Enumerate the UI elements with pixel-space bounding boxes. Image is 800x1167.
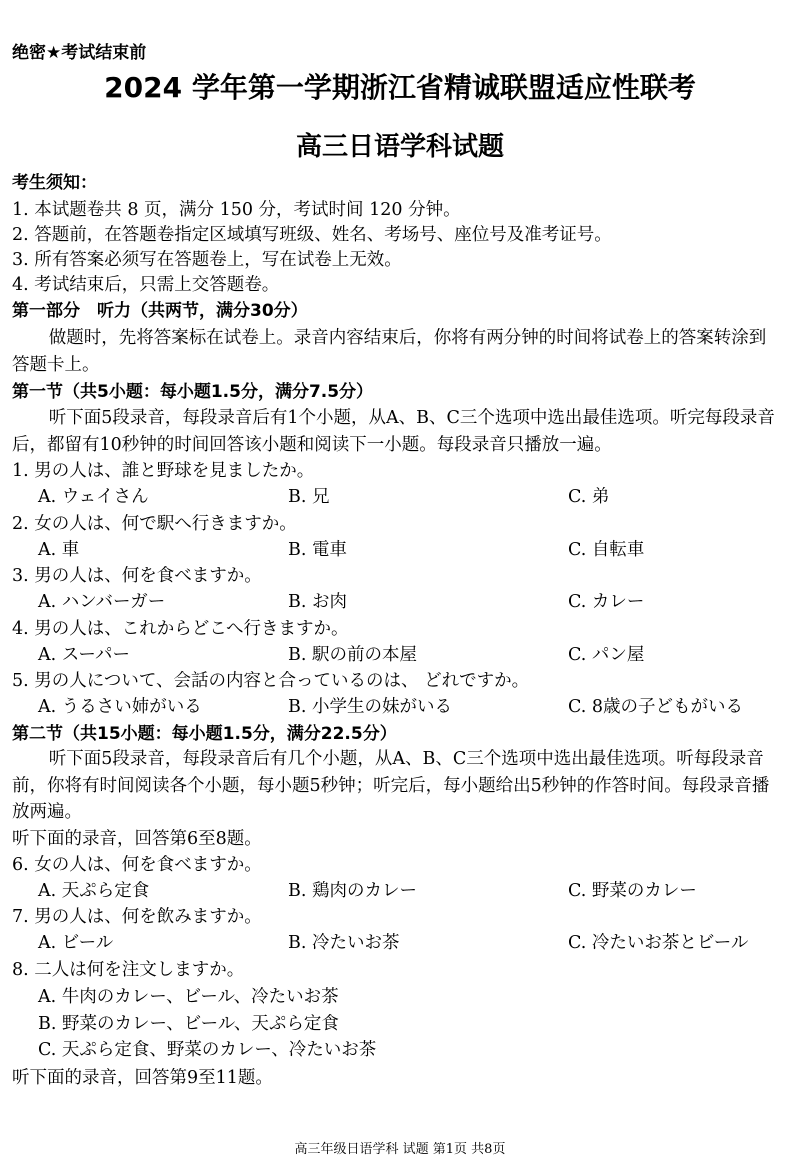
- question-7: 7. 男の人は、何を飲みますか。: [12, 907, 262, 927]
- notice-item: 3. 所有答案必须写在答题卷上，写在试卷上无效。: [12, 250, 402, 270]
- part1-instruction-block: [12, 325, 782, 378]
- notice-item: 4. 考试结束后，只需上交答题卷。: [12, 275, 280, 295]
- option-a: A. ウェイさん: [38, 487, 149, 507]
- option-a: A. ハンバーガー: [38, 592, 166, 612]
- option-b: B. 野菜のカレー、ビール、天ぷら定食: [38, 1014, 339, 1034]
- option-b: B. 冷たいお茶: [288, 933, 400, 953]
- option-b: B. 小学生の妹がいる: [288, 697, 452, 717]
- option-c: C. 8歳の子どもがいる: [568, 697, 744, 717]
- option-a: A. うるさい姉がいる: [38, 697, 202, 717]
- section2-heading: 第二节（共15小题：每小题1.5分，满分22.5分）: [12, 724, 397, 744]
- option-b: B. 電車: [288, 540, 347, 560]
- group-intro: 听下面的录音，回答第9至11题。: [12, 1068, 273, 1088]
- part1-heading: 第一部分 听力（共两节，满分30分）: [12, 301, 308, 321]
- option-c: C. パン屋: [568, 645, 645, 665]
- option-c: C. 野菜のカレー: [568, 881, 697, 901]
- section1-instruction: 听下面5段录音，每段录音后有1个小题，从A、B、C三个选项中选出最佳选项。听完每段录音后，都留有10秒钟的时间回答该小题和阅读下一小题。每段录音只播放一遍。: [12, 408, 775, 455]
- option-b: B. 兄: [288, 487, 330, 507]
- option-c: C. カレー: [568, 592, 645, 612]
- part1-instruction: 做题时，先将答案标在试卷上。录音内容结束后，你将有两分钟的时间将试卷上的答案转涂到答题卡上。: [12, 328, 767, 375]
- section2-instruction: 听下面5段录音，每段录音后有几个小题，从A、B、C三个选项中选出最佳选项。听每段录音前，你将有时间阅读各个小题，每小题5秒钟；听完后，每小题给出5秒钟的作答时间。每段录音播放两遍。: [12, 749, 770, 822]
- option-c: C. 天ぷら定食、野菜のカレー、冷たいお茶: [38, 1040, 377, 1060]
- section1-heading: 第一节（共5小题：每小题1.5分，满分7.5分）: [12, 382, 374, 402]
- question-2: 2. 女の人は、何で駅へ行きますか。: [12, 514, 297, 534]
- option-a: A. 車: [38, 540, 80, 560]
- option-a: A. スーパー: [38, 645, 131, 665]
- question-1: 1. 男の人は、誰と野球を見ましたか。: [12, 461, 315, 481]
- group-intro: 听下面的录音，回答第6至8题。: [12, 829, 262, 849]
- question-3: 3. 男の人は、何を食べますか。: [12, 566, 262, 586]
- option-b: B. 鶏肉のカレー: [288, 881, 417, 901]
- option-a: A. ビール: [38, 933, 114, 953]
- option-a: A. 牛肉のカレー、ビール、冷たいお茶: [38, 987, 339, 1007]
- question-6: 6. 女の人は、何を食べますか。: [12, 855, 262, 875]
- option-b: B. 駅の前の本屋: [288, 645, 417, 665]
- question-4: 4. 男の人は、これからどこへ行きますか。: [12, 619, 349, 639]
- confidential-label: 绝密★考试结束前: [12, 43, 147, 63]
- option-c: C. 弟: [568, 487, 610, 507]
- section2-instruction-block: [12, 746, 782, 826]
- exam-subtitle: 高三日语学科试题: [295, 132, 504, 162]
- notice-heading: 考生须知：: [12, 173, 97, 193]
- option-c: C. 自転車: [568, 540, 645, 560]
- page-footer: 高三年级日语学科 试题 第1页 共8页: [294, 1142, 506, 1157]
- exam-title: 2024 学年第一学期浙江省精诚联盟适应性联考: [104, 71, 696, 104]
- notice-item: 1. 本试题卷共 8 页，满分 150 分，考试时间 120 分钟。: [12, 200, 461, 220]
- option-b: B. お肉: [288, 592, 347, 612]
- section1-instruction-block: [12, 405, 782, 458]
- question-8: 8. 二人は何を注文しますか。: [12, 960, 245, 980]
- notice-item: 2. 答题前，在答题卷指定区域填写班级、姓名、考场号、座位号及准考证号。: [12, 225, 612, 245]
- question-5: 5. 男の人について、会話の内容と合っているのは、 どれですか。: [12, 671, 530, 691]
- option-c: C. 冷たいお茶とビール: [568, 933, 749, 953]
- option-a: A. 天ぷら定食: [38, 881, 150, 901]
